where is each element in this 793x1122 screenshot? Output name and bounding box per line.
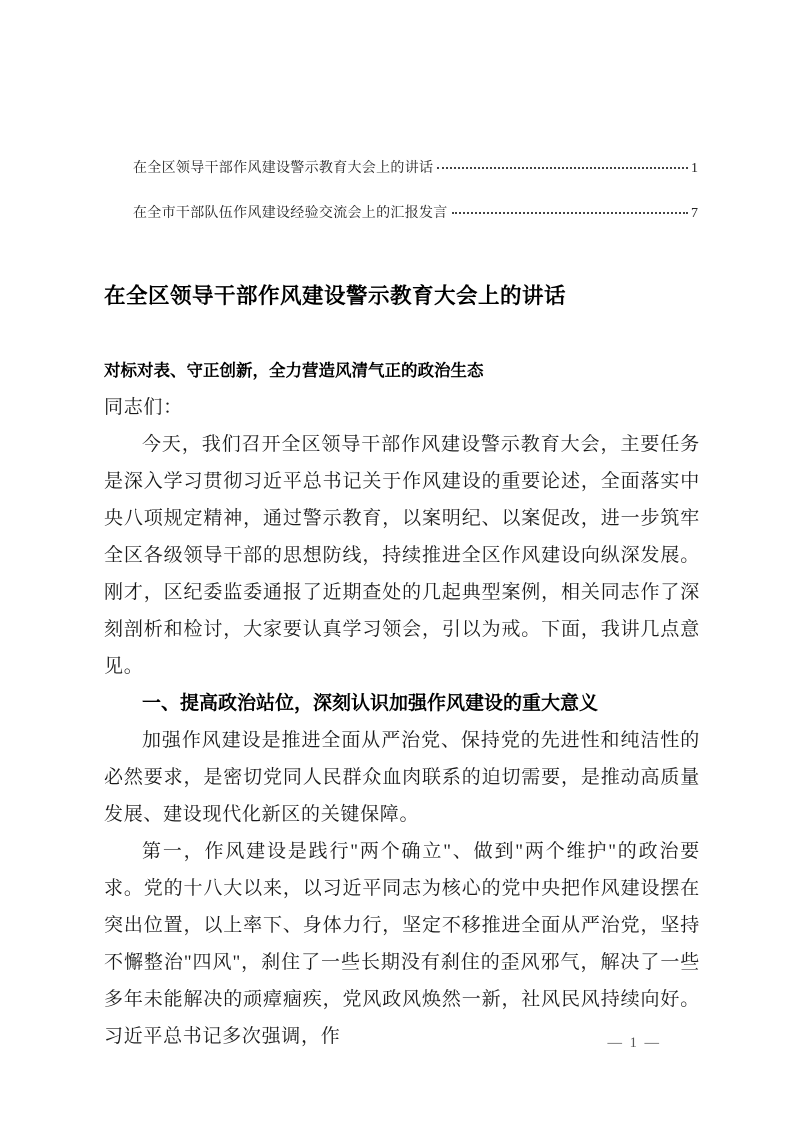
paragraph-first-point: 第一，作风建设是践行"两个确立"、做到"两个维护"的政治要求。党的十八大以来，以习近平同志为核心的党中央把作风建设摆在突出位置，以上率下、身体力行，坚定不移推进全面从严治党，坚持不懈整治"四风"，刹住了一些长期没有刹住的歪风邪气，解决了一些多年未能解决的顽瘴痼疾，党风政风焕然一新，社风民风持续向好。习近平总书记多次强调，作 <box>104 841 700 1047</box>
paragraph-opening: 今天，我们召开全区领导干部作风建设警示教育大会，主要任务是深入学习贯彻习近平总书记关于作风建设的重要论述，全面落实中央八项规定精神，通过警示教育，以案明纪、以案促改，进一步筑牢全区各级领导干部的思想防线，持续推进全区作风建设向纵深发展。刚才，区纪委监委通报了近期查处的几起典型案例，相关同志作了深刻剖析和检讨，大家要认真学习领会，引以为戒。下面，我讲几点意见。 <box>104 434 700 677</box>
table-of-contents <box>133 160 698 250</box>
toc-leader-dots <box>452 212 688 214</box>
document-subtitle: 对标对表、守正创新，全力营造风清气正的政治生态 <box>104 362 484 380</box>
toc-entry-title[interactable]: 在全区领导干部作风建设警示教育大会上的讲话 <box>133 161 434 176</box>
toc-entry-page[interactable]: 1 <box>691 161 698 176</box>
page-number: — 1 — <box>607 1035 661 1051</box>
document-body <box>104 389 700 1055</box>
salutation: 同志们： <box>104 397 183 418</box>
toc-entry-2[interactable] <box>133 205 698 223</box>
document-title: 在全区领导干部作风建设警示教育大会上的讲话 <box>104 284 567 308</box>
paragraph-significance: 加强作风建设是推进全面从严治党、保持党的先进性和纯洁性的必然要求，是密切党同人民群众血肉联系的迫切需要，是推动高质量发展、建设现代化新区的关键保障。 <box>104 730 700 825</box>
document-content <box>104 281 700 1055</box>
toc-entry-page[interactable]: 7 <box>691 206 698 221</box>
toc-entry-title[interactable]: 在全市干部队伍作风建设经验交流会上的汇报发言 <box>133 206 448 221</box>
toc-leader-dots <box>437 167 688 169</box>
section-heading-1: 一、提高政治站位，深刻认识加强作风建设的重大意义 <box>142 693 599 714</box>
toc-entry-1[interactable] <box>133 160 698 178</box>
